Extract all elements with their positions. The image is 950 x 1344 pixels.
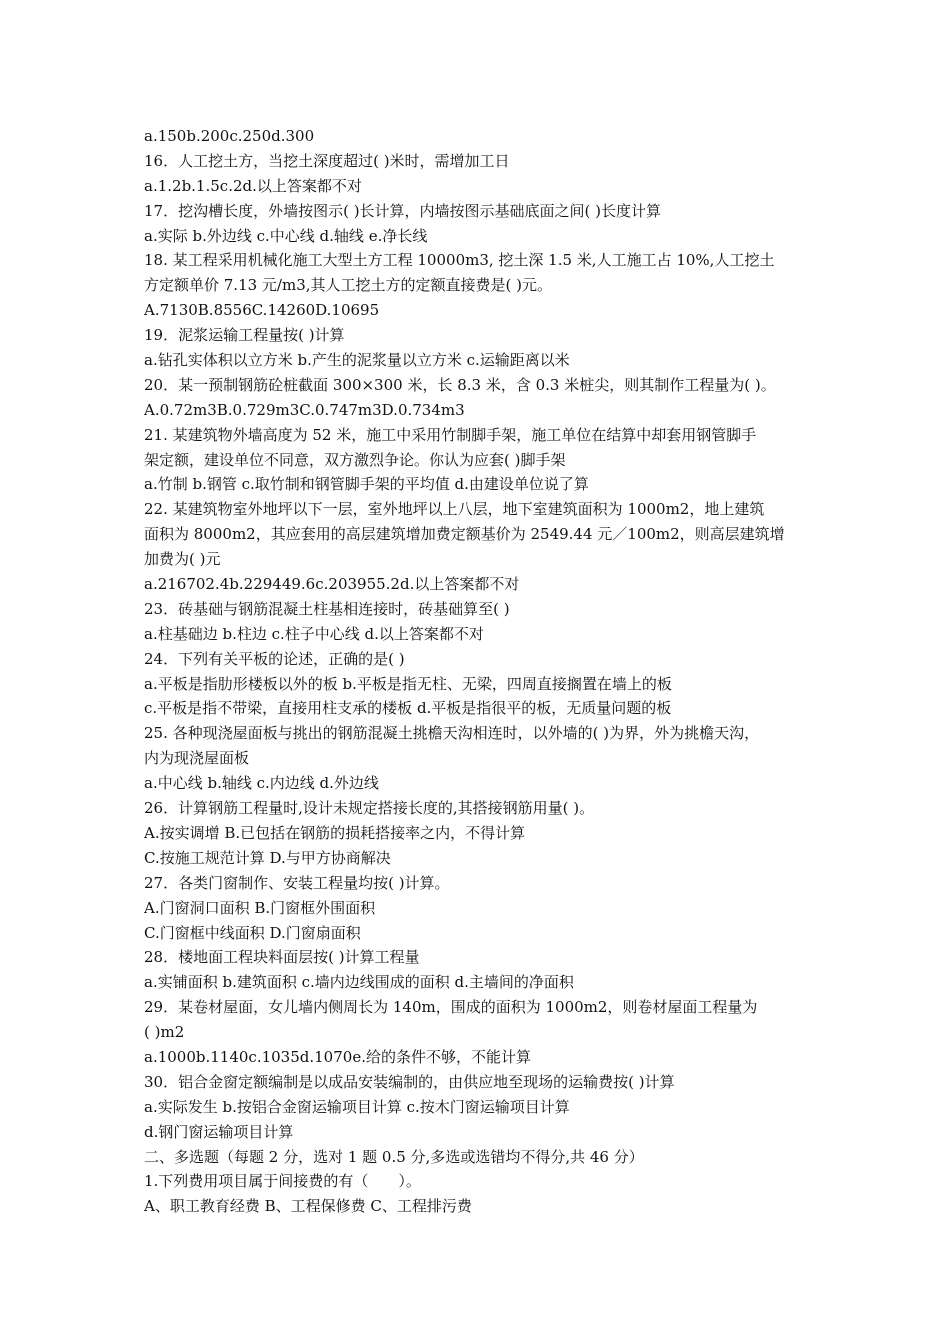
text-line: 19．泥浆运输工程量按( )计算: [144, 326, 345, 345]
text-line: A、职工教育经费 B、工程保修费 C、工程排污费: [144, 1197, 472, 1216]
text-line: 26．计算钢筋工程量时,设计未规定搭接长度的,其搭接钢筋用量( )。: [144, 799, 595, 818]
text-line: A.0.72m3B.0.729m3C.0.747m3D.0.734m3: [144, 400, 465, 419]
text-line: a.216702.4b.229449.6c.203955.2d.以上答案都不对: [144, 575, 520, 594]
text-line: ( )m2: [144, 1023, 185, 1042]
text-line: 20．某一预制钢筋砼桩截面 300×300 米，长 8.3 米，含 0.3 米桩尖，则其制作工程量为( )。: [144, 375, 776, 394]
text-line: a.中心线 b.轴线 c.内边线 d.外边线: [144, 774, 379, 793]
text-line: 方定额单价 7.13 元/m3,其人工挖土方的定额直接费是( )元。: [144, 276, 552, 295]
text-line: a.竹制 b.钢管 c.取竹制和钢管脚手架的平均值 d.由建设单位说了算: [144, 475, 589, 494]
document-page: [144, 124, 814, 1219]
text-line: 内为现浇屋面板: [144, 749, 250, 768]
text-line: c.平板是指不带梁，直接用柱支承的楼板 d.平板是指很平的板，无质量问题的板: [144, 699, 672, 718]
text-line: a.1.2b.1.5c.2d.以上答案都不对: [144, 176, 362, 195]
text-line: 二、多选题（每题 2 分，选对 1 题 0.5 分,多选或选错均不得分,共 46 分）: [144, 1147, 644, 1166]
text-line: C.按施工规范计算 D.与甲方协商解决: [144, 848, 391, 867]
text-line: 架定额，建设单位不同意，双方激烈争论。你认为应套( )脚手架: [144, 450, 566, 469]
text-line: 16．人工挖土方，当挖土深度超过( )米时，需增加工日: [144, 151, 510, 170]
text-line: a.实际发生 b.按铝合金窗运输项目计算 c.按木门窗运输项目计算: [144, 1097, 570, 1116]
text-line: 25. 各种现浇屋面板与挑出的钢筋混凝土挑檐天沟相连时，以外墙的( )为界，外为挑檐天沟，: [144, 724, 760, 743]
text-line: 28．楼地面工程块料面层按( )计算工程量: [144, 948, 420, 967]
text-line: 18. 某工程采用机械化施工大型土方工程 10000m3, 挖土深 1.5 米,人工施工占 10%,人工挖土: [144, 251, 775, 270]
text-line: a.实铺面积 b.建筑面积 c.墙内边线围成的面积 d.主墙间的净面积: [144, 973, 574, 992]
text-line: 面积为 8000m2，其应套用的高层建筑增加费定额基价为 2549.44 元／100m2，则高层建筑增: [144, 525, 785, 544]
text-line: 加费为( )元: [144, 550, 221, 569]
text-line: A.7130B.8556C.14260D.10695: [144, 301, 380, 320]
text-line: a.实际 b.外边线 c.中心线 d.轴线 e.净长线: [144, 226, 428, 245]
text-line: C.门窗框中线面积 D.门窗扇面积: [144, 923, 361, 942]
text-line: A.按实调增 B.已包括在钢筋的损耗搭接率之内，不得计算: [144, 823, 526, 842]
text-line: 27．各类门窗制作、安装工程量均按( )计算。: [144, 873, 450, 892]
text-line: 1.下列费用项目属于间接费的有（ ）。: [144, 1172, 421, 1191]
text-line: 22. 某建筑物室外地坪以下一层，室外地坪以上八层，地下室建筑面积为 1000m2，地上建筑: [144, 500, 765, 519]
text-line: 29．某卷材屋面，女儿墙内侧周长为 140m，围成的面积为 1000m2，则卷材屋面工程量为: [144, 998, 758, 1017]
text-line: a.150b.200c.250d.300: [144, 127, 315, 145]
text-line: d.钢门窗运输项目计算: [144, 1122, 294, 1141]
text-line: a.1000b.1140c.1035d.1070e.给的条件不够，不能计算: [144, 1047, 531, 1066]
text-line: 21. 某建筑物外墙高度为 52 米，施工中采用竹制脚手架，施工单位在结算中却套用钢管脚手: [144, 425, 757, 444]
text-line: 24．下列有关平板的论述，正确的是( ): [144, 649, 405, 668]
text-line: 17．挖沟槽长度，外墙按图示( )长计算，内墙按图示基础底面之间( )长度计算: [144, 201, 662, 220]
text-line: a.钻孔实体积以立方米 b.产生的泥浆量以立方米 c.运输距离以米: [144, 351, 570, 370]
text-line: a.平板是指肋形楼板以外的板 b.平板是指无柱、无梁，四周直接搁置在墙上的板: [144, 674, 672, 693]
text-line: 30．铝合金窗定额编制是以成品安装编制的，由供应地至现场的运输费按( )计算: [144, 1072, 675, 1091]
text-line: A.门窗洞口面积 B.门窗框外围面积: [144, 898, 376, 917]
text-line: a.柱基础边 b.柱边 c.柱子中心线 d.以上答案都不对: [144, 624, 484, 643]
text-line: 23．砖基础与钢筋混凝土柱基相连接时，砖基础算至( ): [144, 599, 510, 618]
